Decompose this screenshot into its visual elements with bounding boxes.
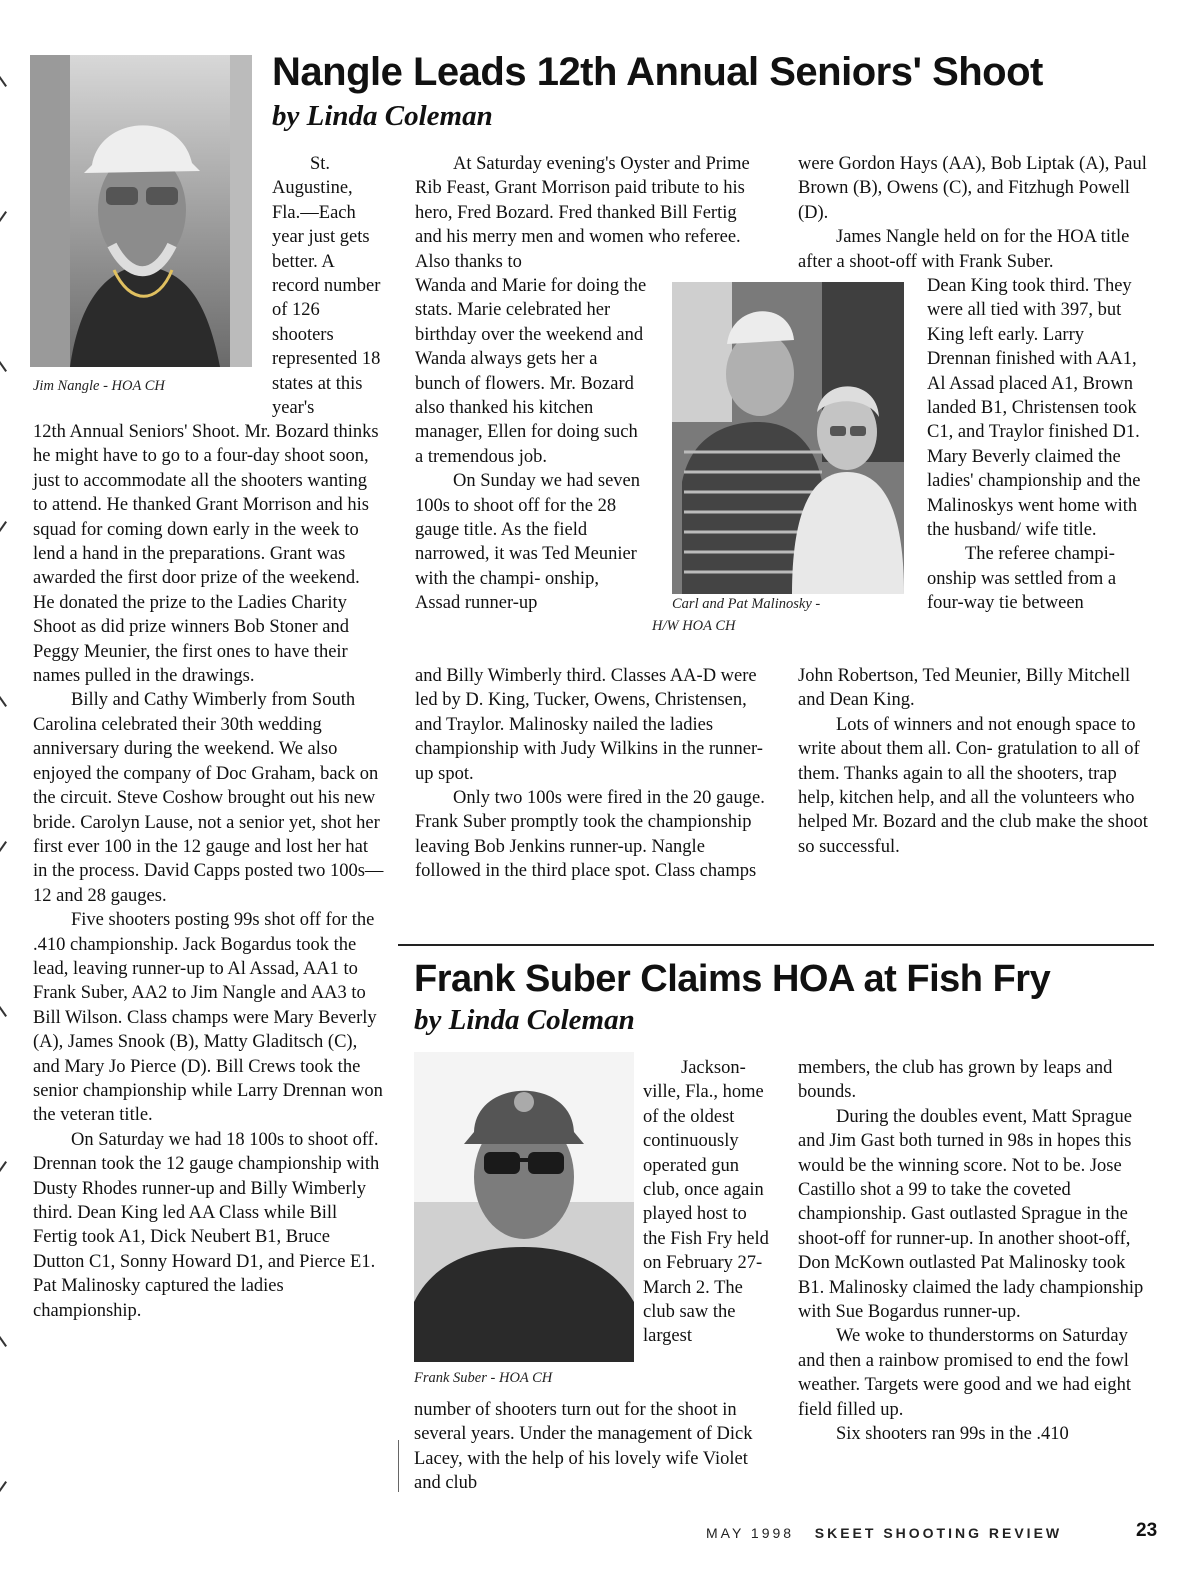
paragraph: and Billy Wimberly third. Classes AA-D were led by D. King, Tucker, Owens, Christensen, and Traylor. Malinosky nailed the ladies championship with Judy Wilkins in the runner-up spot. — [415, 666, 763, 784]
paragraph: were Gordon Hays (AA), Bob Liptak (A), Paul Brown (B), Owens (C), and Fitzhugh Powell (D). — [798, 154, 1147, 223]
article-text: At Saturday evening's Oyster and Prime Rib Feast, Grant Morrison paid tribute to his hero, Fred Bozard. Fred thanked Bill Fertig and his merry men and women who referee. Also thanks to — [415, 154, 750, 272]
page-number: 23 — [1136, 1520, 1158, 1541]
paragraph: members, the club has grown by leaps and bounds. — [798, 1058, 1113, 1103]
margin-mark — [0, 1161, 7, 1177]
article-column-1 — [33, 420, 385, 1323]
frank-suber-photo — [414, 1052, 634, 1362]
paragraph: 12th Annual Seniors' Shoot. Mr. Bozard thinks he might have to go to a four-day shoot soon, just to accommodate all the shooters wanting to attend. He thanked Grant Morrison and his squad for coming down early in the week to lend a hand in the preparations. Grant was awarded the first door prize of the weekend. He donated the prize to the Ladies Charity Shoot as did prize winners Bob Stoner and Peggy Meunier, the first ones to have their names pulled in the drawings. — [33, 422, 379, 687]
article-text: number of shooters turn out for the shoot in several years. Under the management of Dick Lacey, with the help of his lovely wife Violet and club — [414, 1400, 753, 1494]
article-text — [798, 1056, 1150, 1447]
photo-caption: Frank Suber - HOA CH — [414, 1370, 553, 1386]
article-byline: by Linda Coleman — [414, 1004, 635, 1036]
section-divider — [398, 944, 1154, 946]
paragraph: Only two 100s were fired in the 20 gauge. Frank Suber promptly took the championship leaving Bob Jenkins runner-up. Nangle followed in the third place spot. Class champs — [415, 788, 765, 882]
article-text-narrow — [927, 274, 1151, 616]
paragraph: James Nangle held on for the HOA title after a shoot-off with Frank Suber. — [798, 227, 1130, 272]
article-headline: Frank Suber Claims HOA at Fish Fry — [414, 958, 1051, 1000]
paragraph: Billy and Cathy Wimberly from South Carolina celebrated their 30th wedding anniversary during the weekend. We also enjoyed the company of Doc Graham, back on the circuit. Steve Coshow brought out his new bride. Carolyn Lause, not a senior yet, shot her first ever 100 in the 12 gauge and lost her hat in the process. David Capps posted two 100s—12 and 28 gauges. — [33, 690, 384, 906]
article-text — [798, 152, 1150, 274]
malinosky-photo — [672, 282, 904, 594]
footer — [706, 1525, 1062, 1541]
publication-name: SKEET SHOOTING REVIEW — [814, 1525, 1063, 1541]
margin-mark — [0, 211, 7, 227]
margin-mark — [0, 1481, 7, 1497]
article-text-narrow: Jackson- ville, Fla., home of the oldest continuously operated gun club, once again played host to the Fish Fry held on February 27-March 2. The club saw the largest — [643, 1058, 769, 1347]
photo-caption: Jim Nangle - HOA CH — [33, 378, 165, 394]
paragraph: Lots of winners and not enough space to write about them all. Con- gratulation to all of them. Thanks again to all the shooters, trap help, kitchen help, and all the volunteers who helped Mr. Bozard and the club make the shoot so successful. — [798, 714, 1148, 857]
paragraph: We woke to thunderstorms on Saturday and then a rainbow promised to end the fowl weather. Targets were good and we had eight field filled up. — [798, 1326, 1131, 1420]
margin-mark — [0, 841, 7, 857]
margin-mark — [0, 1001, 7, 1017]
photo-caption: H/W HOA CH — [652, 618, 736, 634]
article-text — [798, 664, 1150, 859]
paragraph: Five shooters posting 99s shot off for the .410 championship. Jack Bogardus took the lead, leaving runner-up to Al Assad, AA1 to Frank Suber, AA2 to Jim Nangle and AA3 to Bill Wilson. Class champs were Mary Beverly (A), James Snook (B), Matty Gladitsch (C), and Mary Jo Pierce (D). Bill Crews took the senior championship while Larry Drennan won the veteran title. — [33, 910, 383, 1126]
article-text-narrow: St. Augustine, Fla.—Each year just gets better. A record number of 126 shooters represented 18 states at this year's — [272, 154, 381, 419]
paragraph: John Robertson, Ted Meunier, Billy Mitchell and Dean King. — [798, 666, 1131, 711]
article-text — [415, 664, 765, 884]
paragraph: Six shooters ran 99s in the .410 — [836, 1424, 1069, 1445]
article-byline: by Linda Coleman — [272, 100, 493, 132]
paragraph: On Sunday we had seven 100s to shoot off for the 28 gauge title. As the field narrowed, it was Ted Meunier with the champi- onship, Assad runner-up — [415, 471, 641, 614]
paragraph: Wanda and Marie for doing the stats. Marie celebrated her birthday over the weekend and Wanda always gets her a bunch of flowers. Mr. Bozard also thanked his kitchen manager, Ellen for doing such a tremendous job. — [415, 276, 647, 467]
paragraph: On Saturday we had 18 100s to shoot off. Drennan took the 12 gauge championship with Dusty Rhodes runner-up and Billy Wimberly third. Dean King led AA Class while Bill Fertig took A1, Dick Neubert B1, Bruce Dutton C1, Sonny Howard D1, and Pierce E1. Pat Malinosky captured the ladies championship. — [33, 1129, 380, 1321]
issue-date: MAY 1998 — [706, 1525, 795, 1541]
paragraph: During the doubles event, Matt Sprague and Jim Gast both turned in 98s in hopes this would be the winning score. Not to be. Jose Castillo shot a 99 to take the coveted championship. Gast outlasted Sprague in the shoot-off for runner-up. In another shoot-off, Don McKown outlasted Pat Malinosky took B1. Malinosky claimed the lady championship with Sue Bogardus runner-up. — [798, 1106, 1144, 1323]
photo-caption: Carl and Pat Malinosky - — [672, 596, 821, 612]
article-headline: Nangle Leads 12th Annual Seniors' Shoot — [272, 50, 1043, 94]
jim-nangle-photo — [30, 55, 252, 367]
column-rule — [398, 1440, 399, 1492]
margin-mark — [0, 691, 7, 707]
margin-mark — [0, 1331, 7, 1347]
margin-mark — [0, 71, 7, 87]
margin-mark — [0, 356, 7, 372]
margin-mark — [0, 521, 7, 537]
paragraph: Dean King took third. They were all tied with 397, but King left early. Larry Drennan finished with AA1, Al Assad placed A1, Brown landed B1, Christensen took C1, and Traylor finished D1. Mary Beverly claimed the ladies' championship and the Malinoskys went home with the husband/ wife title. — [927, 276, 1141, 541]
paragraph: The referee champi- onship was settled from a four-way tie between — [927, 544, 1117, 614]
article-text-narrow — [415, 274, 647, 616]
